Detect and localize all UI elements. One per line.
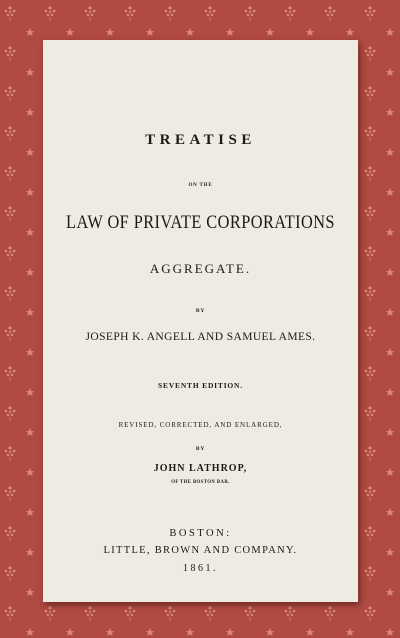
book-subject-line2: AGGREGATE. bbox=[149, 261, 252, 276]
title-page bbox=[43, 40, 358, 602]
authors: JOSEPH K. ANGELL AND SAMUEL AMES. bbox=[85, 331, 316, 343]
revision-note: REVISED, CORRECTED, AND ENLARGED, bbox=[118, 421, 283, 429]
publisher: LITTLE, BROWN AND COMPANY. bbox=[103, 545, 298, 556]
publication-place: BOSTON: bbox=[169, 528, 232, 539]
editor-affiliation: OF THE BOSTON BAR. bbox=[171, 480, 230, 485]
book-subject: LAW OF PRIVATE CORPORATIONS bbox=[66, 212, 335, 233]
edition: SEVENTH EDITION. bbox=[158, 381, 243, 390]
on-the-text: ON THE bbox=[188, 183, 213, 188]
by-text: BY bbox=[195, 308, 206, 314]
editor-name: JOHN LATHROP, bbox=[153, 463, 248, 474]
book-title: TREATISE bbox=[145, 132, 256, 148]
by-text-editor: BY bbox=[195, 446, 206, 452]
publication-year: 1861. bbox=[183, 563, 218, 574]
